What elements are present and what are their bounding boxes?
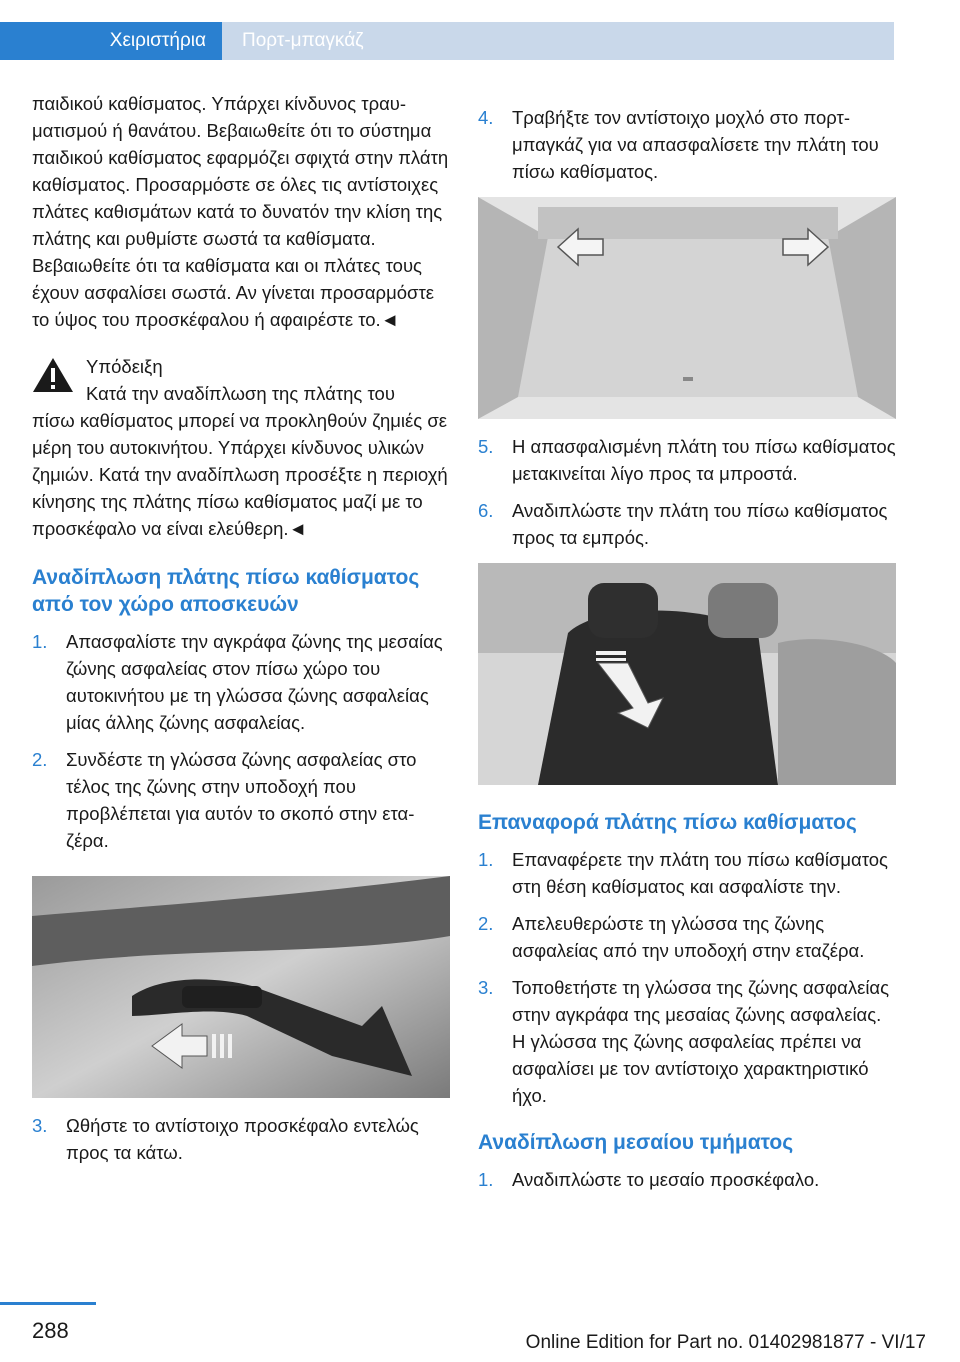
header-bar — [0, 0, 960, 60]
footer-accent-line — [0, 1302, 96, 1305]
figure-trunk-levers — [478, 197, 896, 419]
list-item — [478, 433, 896, 487]
list-item — [32, 1112, 450, 1166]
list-item — [478, 910, 896, 964]
step-text: Τοποθετήστε τη γλώσσα της ζώνης ασφαλείας στην αγκράφα της μεσαίας ζώνης ασφαλείας. Η γλώσσα της ζώνης ασφαλείας πρέπει να ασφαλίσει με τον αντίστοιχο χαρακτηριστικό ήχο. — [512, 977, 890, 1106]
tab-controls[interactable]: Χειριστήρια — [0, 22, 222, 60]
list-item — [32, 746, 450, 854]
step-number: 3. — [478, 977, 494, 998]
step-text: Επαναφέρετε την πλάτη του πίσω καθίσματος στη θέση καθίσματος και ασφαλίστε την. — [512, 849, 888, 897]
step-number: 3. — [32, 1115, 48, 1136]
warning-text: πίσω καθίσματος μπορεί να προκληθούν ζημιές σε μέρη του αυτοκινήτου. Υπάρχει κίνδυνος υλικών ζημιών. Κατά την αναδίπλωση προσέξτε η περιοχή κίνησης της πλάτης πίσω καθίσματος μαζί με το προσκέφαλο να είναι ελεύθερη.◄ — [32, 410, 448, 539]
left-column — [32, 90, 450, 1176]
intro-paragraph: παιδικού καθίσματος. Υπάρχει κίνδυνος τραυματισμού ή θανάτου. Βεβαιωθείτε ότι το σύστημα παιδικού καθίσματος εφαρμόζει σφιχτά στην πλάτη καθίσματος. Προσαρμόστε σε όλες τις αντίστοιχες πλάτες καθισμάτων κατά το δυνατόν την κλίση της πλάτης και ρυθμίστε σωστά τα καθίσματα. Βεβαιωθείτε ότι τα καθίσματα και οι πλάτες τους έχουν ασφαλίσει σωστά. Αν γίνεται προσαρμόστε το ύψος του προσκέφαλου ή αφαιρέστε το.◄ — [32, 93, 449, 330]
list-item — [478, 104, 896, 185]
step-number: 1. — [478, 849, 494, 870]
warning-block — [32, 353, 450, 542]
step-number: 5. — [478, 436, 494, 457]
section-heading-fold-middle: Αναδίπλωση μεσαίου τμήματος — [478, 1131, 794, 1154]
step-number: 2. — [478, 913, 494, 934]
warning-title: Υπόδειξη — [86, 356, 163, 377]
page-number: 288 — [32, 1318, 69, 1343]
figure-belt-buckle-slot — [32, 876, 450, 1098]
trunk-illustration — [478, 197, 896, 419]
step-text: Αναδιπλώστε την πλάτη του πίσω καθίσματος προς τα εμπρός. — [512, 500, 888, 548]
step-text: Απελευθερώστε τη γλώσσα της ζώνης ασφαλείας από την υποδοχή στην εταζέρα. — [512, 913, 865, 961]
list-item — [32, 628, 450, 736]
step-number: 4. — [478, 107, 494, 128]
belt-illustration — [32, 876, 450, 1098]
list-item — [478, 1166, 896, 1193]
list-item — [478, 497, 896, 551]
step-text: Αναδιπλώστε το μεσαίο προσκέφαλο. — [512, 1169, 820, 1190]
step-number: 2. — [32, 749, 48, 770]
step-text: Απασφαλίστε την αγκράφα ζώνης της μεσαίας ζώνης ασφαλείας στον πίσω χώρο του αυτοκινήτου με τη γλώσσα ζώνης ασφαλείας μίας άλλης ζώνης ασφαλείας. — [66, 631, 443, 733]
warning-text-first-line: Κατά την αναδίπλωση της πλάτης του — [86, 383, 395, 404]
step-number: 1. — [478, 1169, 494, 1190]
step-number: 6. — [478, 500, 494, 521]
list-item — [478, 846, 896, 900]
right-column — [478, 104, 896, 1203]
tab-trunk[interactable]: Πορτ-μπαγκάζ — [222, 22, 894, 60]
seat-illustration — [478, 563, 896, 785]
step-text: Συνδέστε τη γλώσσα ζώνης ασφαλείας στο τέλος της ζώνης στην υποδοχή που προβλέπεται για αυτόν το σκοπό στην εταζέρα. — [66, 749, 417, 851]
list-item — [478, 974, 896, 1109]
step-number: 1. — [32, 631, 48, 652]
edition-footer: Online Edition for Part no. 01402981877 - VI/17 — [525, 1332, 926, 1353]
figure-fold-backrest — [478, 563, 896, 785]
section-heading-fold-backrest: Αναδίπλωση πλάτης πίσω καθίσματος από τον χώρο αποσκευών — [32, 566, 420, 616]
section-heading-restore-backrest: Επαναφορά πλάτης πίσω καθίσματος — [478, 811, 857, 834]
step-text: Τραβήξτε τον αντίστοιχο μοχλό στο πορτμπαγκάζ για να απασφαλίσετε την πλάτη του πίσω καθίσματος. — [512, 107, 879, 182]
step-text: Η απασφαλισμένη πλάτη του πίσω καθίσματος μετακινείται λίγο προς τα μπροστά. — [512, 436, 896, 484]
step-text: Ωθήστε το αντίστοιχο προσκέφαλο εντελώς προς τα κάτω. — [66, 1115, 419, 1163]
warning-icon — [32, 357, 74, 393]
